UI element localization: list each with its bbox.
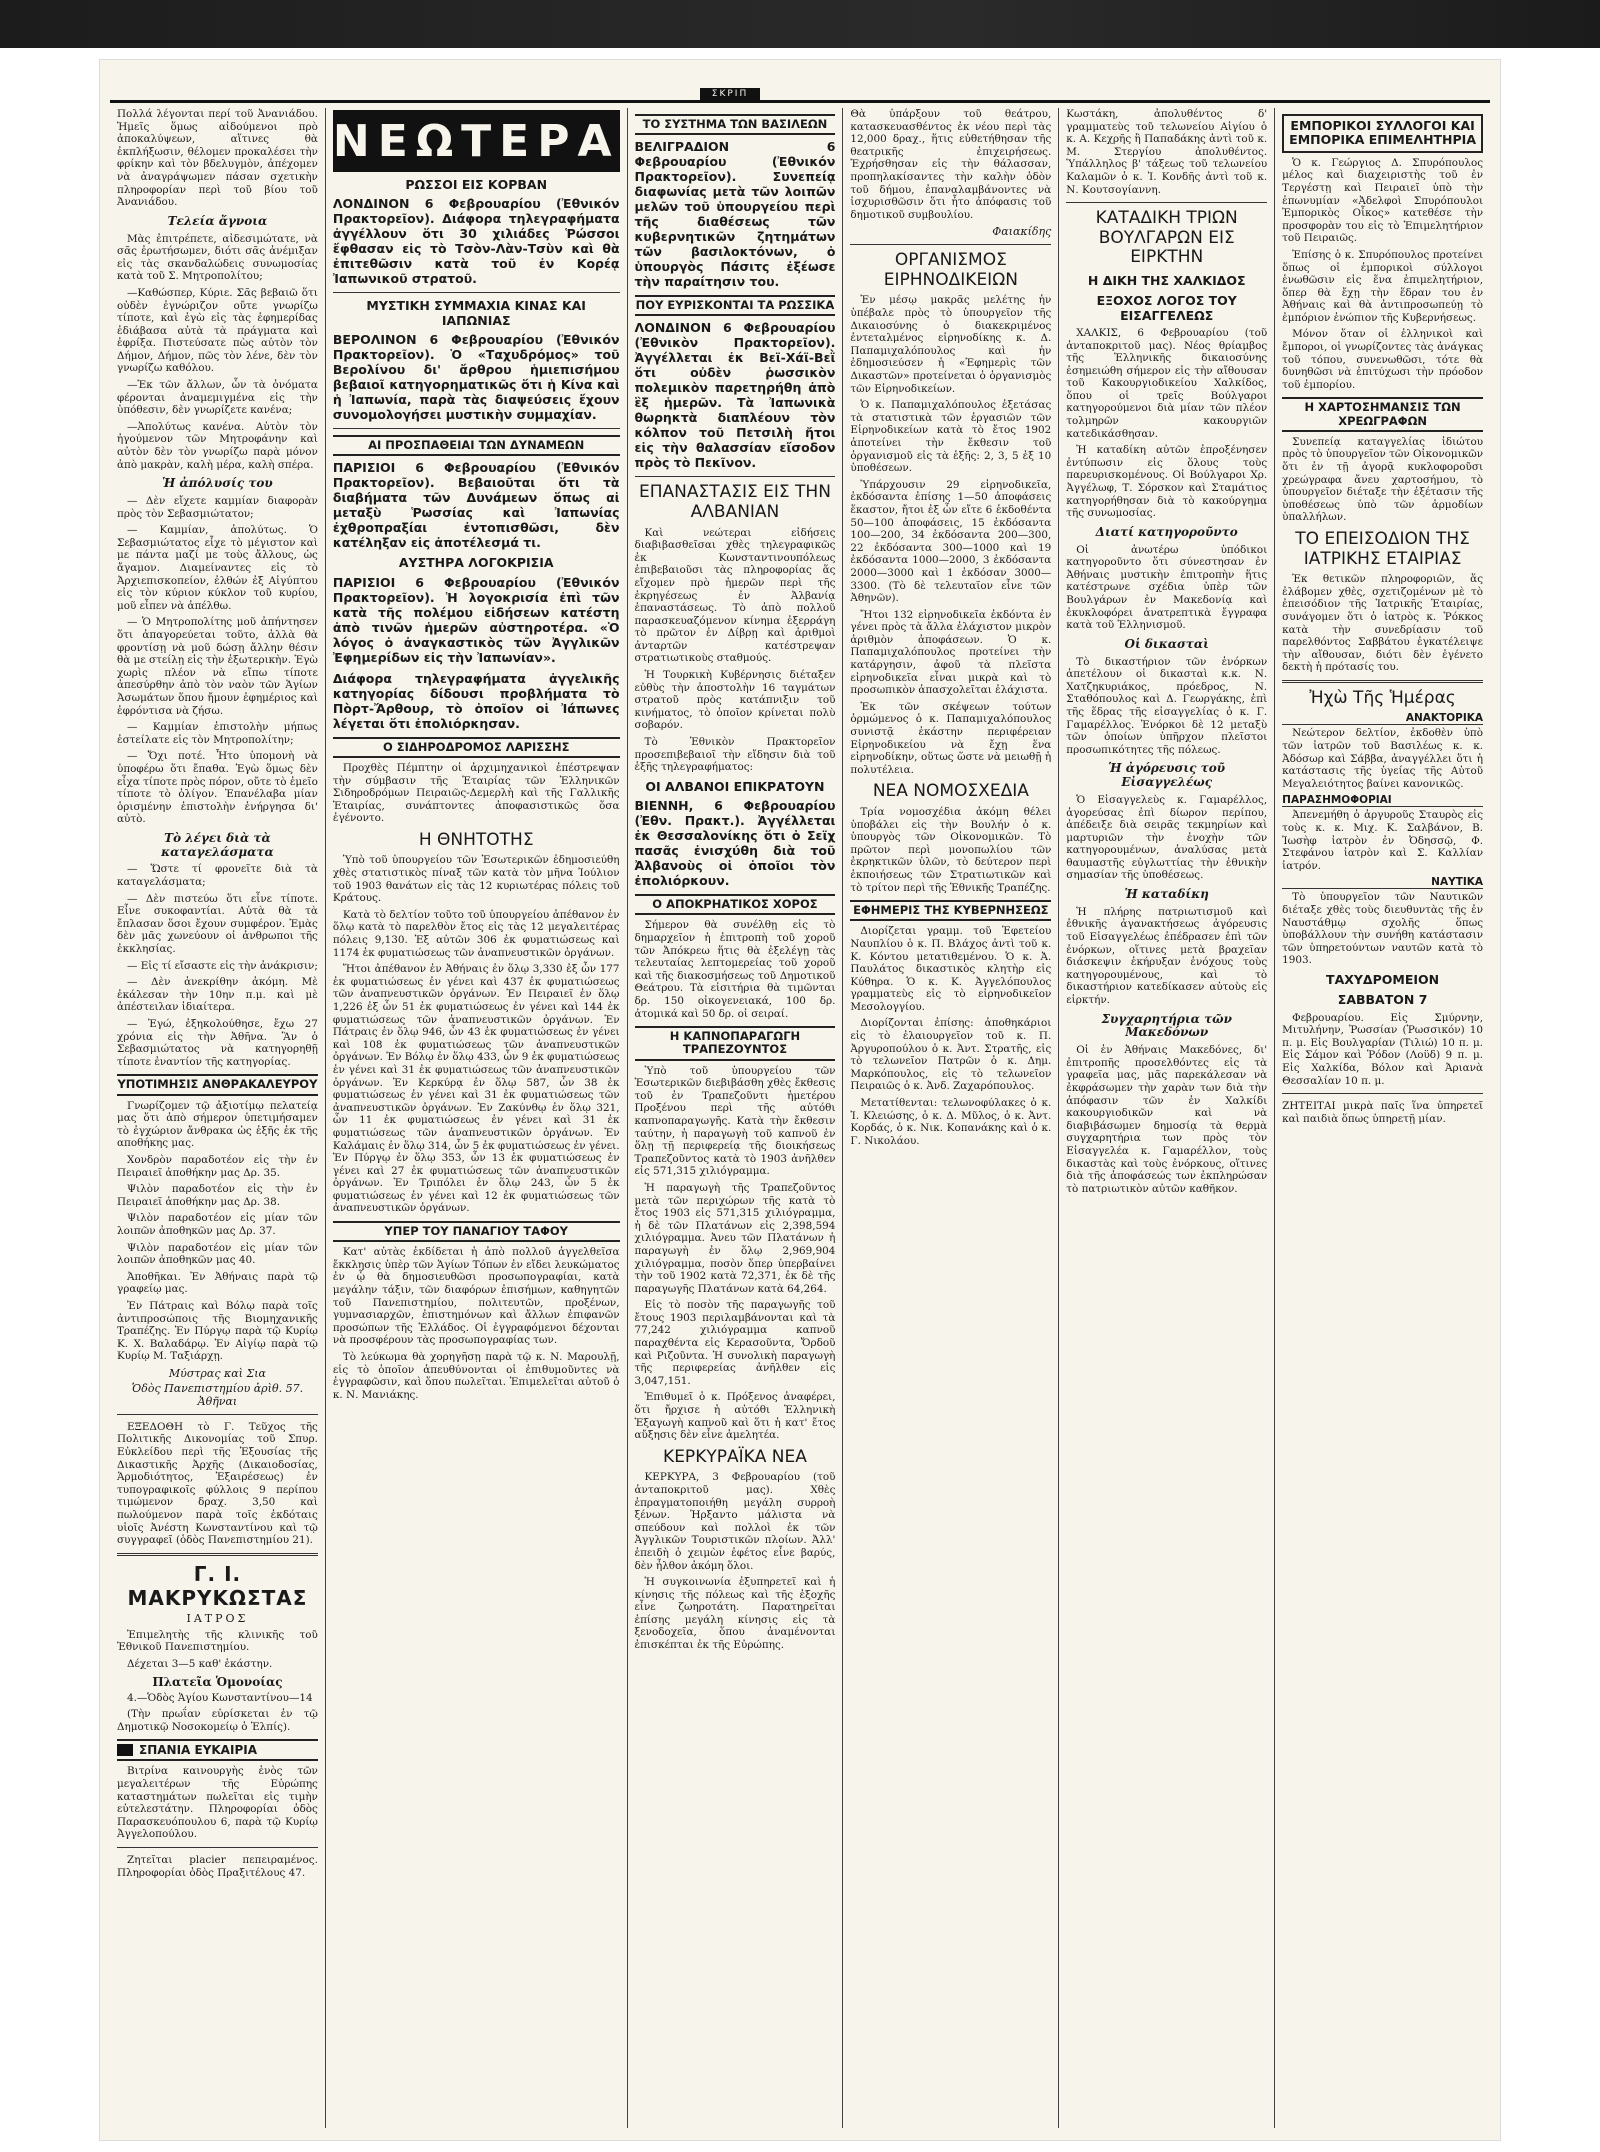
article-headline: ΑΙ ΠΡΟΣΠΑΘΕΙΑΙ ΤΩΝ ΔΥΝΑΜΕΩΝ — [333, 435, 620, 456]
article-headline: ΡΩΣΣΟΙ ΕΙΣ ΚΟΡΒΑΝ — [405, 177, 548, 192]
article-text: Διορίζεται γραμμ. τοῦ Ἐφετείου Ναυπλίου ὁ κ. Π. Βλάχος ἀντὶ τοῦ κ. Κ. Κόντου μετατιθεμένου. Ὁ κ. Ἀ. Παυλάτος δικαστικὸς κλητὴρ εἰς Κύθηρα. Ὁ κ. Κ. Ἀγγελόπουλος γραμματεὺς εἰς τὸ εἰρηνοδικεῖον Μεσολογγίου. — [850, 925, 1052, 1013]
advert-line: Ἐπιμελητὴς τῆς κλινικῆς τοῦ Ἐθνικοῦ Πανεπιστημίου. — [117, 1628, 318, 1654]
article-text: Ἀποθῆκαι. Ἐν Ἀθήναις παρὰ τῷ γραφείῳ μας. — [117, 1270, 318, 1296]
article-text: —Ἐκ τῶν ἄλλων, ὧν τὰ ὀνόματα φέρονται ἀναμεμιγμένα εἰς τὴν ὑπόθεσιν, δὲν γνωρίζετε κανένα; — [117, 379, 318, 417]
hand-pointer-icon — [117, 1744, 133, 1756]
section-banner: ΝΕΩΤΕΡΑ — [333, 110, 620, 172]
article-text: Ἤτοι ἀπέθανον ἐν Ἀθήναις ἐν ὅλῳ 3,330 ἐξ ὧν 177 ἐκ φυματιώσεως ἐν γένει καὶ 437 ἐκ φυματιώσεως τῶν ἀναπνευστικῶν ὀργάνων. Ἐν Πειραιεῖ ἐν ὅλῳ 1,226 ἐξ ὧν 51 ἐκ φυματιώσεως ἐν γένει καὶ 144 ἐκ φυματιώσεως τῶν ἀναπνευστικῶν ὀργάνων. Ἐν Πάτραις ἐν ὅλῳ 946, ὧν 43 ἐκ φυματιώσεως ἐν γένει καὶ 108 ἐκ φυματιώσεως τῶν ἀναπνευστικῶν ὀργάνων. Ἐν Βόλῳ ἐν ὅλῳ 433, ὧν 9 ἐκ φυματιώσεως ἐν γένει καὶ 31 ἐκ φυματιώσεως τῶν ἀναπνευστικῶν ὀργάνων. Ἐν Κερκύρᾳ ἐν ὅλῳ 587, ὧν 38 ἐκ φυματιώσεως ἐν γένει καὶ 31 ἐκ φυματιώσεως τῶν ἀναπνευστικῶν ὀργάνων. Ἐν Ζακύνθῳ ἐν ὅλῳ 321, ὧν 11 ἐκ φυματιώσεως ἐν γένει καὶ 31 ἐκ φυματιώσεως τῶν ἀναπνευστικῶν ὀργάνων. Ἐν Καλάμαις ἐν ὅλῳ 314, ὧν 5 ἐκ φυματιώσεως ἐν γένει. Ἐν Πύργῳ ἐν ὅλῳ 353, ὧν 13 ἐκ φυματιώσεως ἐν γένει καὶ 27 ἐκ φυματιώσεως τῶν ἀναπνευστικῶν ὀργάνων. Ἐν Τριπόλει ἐν ὅλῳ 243, ὧν 5 ἐκ φυματιώσεως ἐν γένει καὶ 12 ἐκ φυματιώσεως τῶν ἀναπνευστικῶν ὀργάνων. — [332, 963, 620, 1215]
advert-text: Βιτρίνα καινουργὴς ἑνὸς τῶν μεγαλειτέρων τῆς Εὐρώπης καταστημάτων πωλεῖται εἰς τιμὴν εὐτελεστάτην. Πληροφορίαι ὁδὸς Παρασκευόπουλου 6, παρὰ τῷ Κυρίῳ Ἀγγελοπούλου. — [117, 1765, 318, 1841]
article-text: Διορίζονται ἐπίσης: ἀποθηκάριοι εἰς τὸ ἐλαιουργεῖον τοῦ κ. Π. Ἀργυροπούλου ὁ κ. Ἀντ. Στρατῆς, εἰς τὸ τελωνεῖον Πατρῶν ὁ κ. Δημ. Μαρκόπουλος, εἰς τὸ τελωνεῖον Πειραιῶς ὁ κ. Ἀνδ. Ζαχαρόπουλος. — [850, 1017, 1052, 1093]
article-text: Τὸ Ἐθνικὸν Πρακτορεῖον προσεπιβεβαιοῖ τὴν εἴδησιν διὰ τοῦ ἑξῆς τηλεγραφήματος: — [634, 736, 836, 774]
article-text: Ἐν Πάτραις καὶ Βόλῳ παρὰ τοῖς ἀντιπροσώποις τῆς Βιομηχανικῆς Τραπέζης. Ἐν Πύργῳ παρὰ τῷ Κυρίῳ Κ. Χ. Βαλαδάρῳ. Ἐν Αἰγίῳ παρὰ τῷ Κυρίῳ Μ. Ταξιάρχῃ. — [117, 1299, 318, 1363]
telegram-text: ΒΙΕΝΝΗ, 6 Φεβρουαρίου (Ἐθν. Πρακτ.). Ἀγγέλλεται ἐκ Θεσσαλονίκης ὅτι ὁ Σεϊχ πασᾶς ἐνισχύθη διὰ τοῦ Ἀλβανοὺς οἱ ὁποῖοι τὸν ἐπολιόρκουν. — [634, 798, 836, 889]
article-text: Οἱ ἀνωτέρω ὑπόδικοι κατηγοροῦντο ὅτι σύνεστησαν ἐν Ἀθήναις μυστικὴν ἐπιτροπὴν ἥτις κατέστρωνε σχέδια ὑπὲρ τῶν Βουλγάρων ἐν Μακεδονίᾳ καὶ ἐκυκλοφόρει ἀνατρεπτικὰ ἔγγραφα κατὰ τοῦ Ἑλληνισμοῦ. — [1066, 543, 1268, 632]
article-text: Θὰ ὑπάρξουν τοῦ θεάτρου, κατασκευασθέντος ἐκ νέου περὶ τὰς 12,000 δραχ., ἥτις εὐθετήθησαν τῆς θεατρικῆς ἐπιχειρήσεως. Ἐχρήσθησαν εἰς τὴν θάλασσαν, προπηλακίσαντες τὴν καλὴν ὁδὸν τοῦ δήμου, ἐπαναλαμβάνοντες νὰ ἰσχυρισθῶσιν ὅτι ἦτο ἀπόφασις τοῦ δημοτικοῦ συμβουλίου. — [850, 108, 1052, 221]
article-text: Ὑπὸ τοῦ ὑπουργείου τῶν Ἐσωτερικῶν διεβιβάσθη χθὲς ἔκθεσις τοῦ ἐν Τραπεζοῦντι ἡμετέρου Προξένου περὶ τῆς αὐτόθι καπνοπαραγωγῆς. Κατὰ τὴν ἔκθεσιν ταύτην, ἡ παραγωγὴ τοῦ καπνοῦ ἐν ὅλῃ τῇ περιφερείᾳ τῆς διοικήσεως Τραπεζοῦντος κατὰ τὸ 1903 ἀνῆλθεν εἰς 571,315 χιλιόγραμμα. — [634, 1064, 836, 1178]
rubric-label: ΠΑΡΑΣΗΜΟΦΟΡΙΑΙ — [1282, 794, 1483, 807]
advert-line: Δέχεται 3—5 καθ' ἑκάστην. — [127, 1658, 273, 1670]
article-text: Ἐπιθυμεῖ ὁ κ. Πρόξενος ἀναφέρει, ὅτι ἤρχισε ἡ αὐτόθι Ἑλληνικὴ Ἐξαγωγὴ καπνοῦ καὶ ὅτι ἡ κατ' ἔτος αὔξησις δὲν εἶνε ἀμελητέα. — [634, 1391, 836, 1442]
telegram-text: ΠΑΡΙΣΙΟΙ 6 Φεβρουαρίου (Ἐθνικόν Πρακτορεῖον). Ἡ λογοκρισία ἐπὶ τῶν κατὰ τῆς πολέμου εἰδήσεων κατέστη ἀπὸ τινῶν ἡμερῶν αὐστηροτέρα. «Ὁ λόγος ὁ ἀναγκαστικὸς τῶν Ἀγγλικῶν Ἐφημερίδων εἰς τὴν Ἰαπωνίαν». — [332, 574, 620, 665]
article-text: Τὸ ὑπουργεῖον τῶν Ναυτικῶν διέταξε χθὲς τοὺς διευθυντὰς τῆς ἐν Ναυστάθμῳ σχολῆς ὅπως ὑποβάλλουν τὴν συνήθη κατάστασιν τῶν ὑπηρετούντων ναυτῶν κατὰ τὸ 1903. — [1282, 891, 1484, 967]
article-text: — Δὲν εἴχετε καμμίαν διαφορὰν πρὸς τὸν Σεβασμιώτατον; — [117, 495, 318, 520]
article-text: Ἐκ τῶν σκέψεων τούτων ὁρμώμενος ὁ κ. Παπαμιχαλόπουλος συνιστᾷ ἐκάστην περιφέρειαν Εἰρηνοδικείου νὰ ἔχῃ ἕνα εἰρηνοδίκην, οὕτως ὥστε νὰ μειωθῇ ἡ πολυτέλεια. — [850, 700, 1052, 776]
article-text: Κατὰ τὸ δελτίον τοῦτο τοῦ ὑπουργείου ἀπέθανον ἐν ὅλῳ κατὰ τὸ παρελθὸν ἔτος εἰς τὰς 12 μεγαλειτέρας πόλεις 9,130. Ἐξ αὐτῶν 306 ἐκ φυματιώσεως καὶ 1174 ἐκ φυματιώσεως τῶν ἀναπνευστικῶν ὀργάνων. — [332, 908, 620, 959]
telegram-text: ΒΕΛΙΓΡΑΔΙΟΝ 6 Φεβρουαρίου (Ἐθνικόν Πρακτορεῖον). Συνεπείᾳ διαφωνίας μετὰ τῶν λοιπῶν μελῶν τοῦ ὑπουργείου περὶ τῆς διαθέσεως τῶν κυβερνητικῶν ζητημάτων τῶν βασιλοκτόνων, ὁ ὑπουργὸς Πάσιτς ἐξέωσε τὴν παραίτησιν του. — [634, 139, 836, 290]
article-text: — Καμμίαν ἐπιστολὴν μήπως ἐστείλατε εἰς τὸν Μητροπολίτην; — [117, 721, 318, 746]
rubric-label: ΑΝΑΚΤΟΡΙΚΑ — [1282, 712, 1483, 725]
masthead-rule — [110, 100, 1490, 103]
article-text: Συνεπείᾳ καταγγελίας ἰδιώτου πρὸς τὸ ὑπουργεῖον τῶν Οἰκονομικῶν ὅτι ἐν τῇ ἀγορᾷ κυκλοφοροῦσι χρεώγραφα ἄνευ χαρτοσήμου, τὸ ὑπουργεῖον διέταξε τὴν ἐξέτασιν τῆς ὑποθέσεως ὑπὸ τῶν ἁρμοδίων ὑπαλλήλων. — [1282, 435, 1484, 524]
advert-line: (Τὴν πρωΐαν εὑρίσκεται ἐν τῷ Δημοτικῷ Νοσοκομείῳ ὁ Ἐλπίς). — [117, 1708, 318, 1733]
article-text: — Ὁ Μητροπολίτης μοῦ ἀπήντησεν ὅτι ἀπαγορεύεται τοῦτο, ἀλλὰ θὰ φροντίσῃ νὰ μοῦ δώσῃ ἄλλην θέσιν θὰ με στείλῃ εἰς τὴν ἐξωτερικὴν. Ἐγὼ χωρὶς πλέον νὰ εἴπω τίποτε ἀπεσύρθην ἀπὸ τὸν ναὸν τῶν Ἁγίων Ἀσωμάτων ὅπου ἤμουν ἐφημέριος καὶ ἐφρόντισα νὰ ζήσω. — [117, 616, 318, 717]
article-text: Ὁ κ. Γεώργιος Δ. Σπυρόπουλος μέλος καὶ διαχειριστὴς τοῦ ἐν Τεργέστῃ καὶ Πειραιεῖ ὑπὸ τὴν ἐπωνυμίαν «Ἀδελφοὶ Σπυρόπουλοι Ἐμπορικὸς Οἶκος» κατεθέσε τὴν προσφορὰν του εἰς τὸ Ἐπιμελητήριον τοῦ Πειραιῶς. — [1282, 156, 1484, 245]
article-text: Ψιλὸν παραδοτέον εἰς μίαν τῶν λοιπῶν ἀποθηκῶν μας 40. — [117, 1241, 318, 1267]
article-text: Ἡ πλήρης πατριωτισμοῦ καὶ ἐθνικῆς ἀγανακτήσεως ἀγόρευσις τοῦ Εἰσαγγελέως ἐπέδρασεν ἐπὶ τῶν ἐνόρκων, οἵτινες μετὰ βραχεῖαν διάσκεψιν ἐκήρυξαν ἐνόχους τοὺς κατηγορουμένους, καὶ τὸ δικαστήριον κατεδίκασεν αὐτοὺς εἰς εἱρκτήν. — [1066, 905, 1268, 1007]
article-headline: ΤΟ ΕΠΕΙΣΟΔΙΟΝ ΤΗΣ ΙΑΤΡΙΚΗΣ ΕΤΑΙΡΙΑΣ — [1295, 529, 1470, 569]
article-headline: ΚΑΤΑΔΙΚΗ ΤΡΙΩΝ ΒΟΥΛΓΑΡΩΝ ΕΙΣ ΕΙΡΚΤΗΝ — [1095, 208, 1238, 268]
subheading: Ἡ καταδίκη — [1124, 887, 1209, 902]
advert-heading-text: ΣΠΑΝΙΑ ΕΥΚΑΙΡΙΑ — [139, 1743, 257, 1758]
article-text: Ἡ Τουρκικὴ Κυβέρνησις διέταξεν εὐθὺς τὴν ἀποστολὴν 16 ταγμάτων στρατοῦ πρὸς κατάπνιξιν τοῦ κινήματος, τὸ ὁποῖον κρίνεται πολὺ σοβαρόν. — [634, 669, 836, 732]
article-text: Ὑπάρχουσιν 29 εἰρηνοδικεῖα, ἐκδόσαντα ἐπίσης 1—50 ἀποφάσεις ἕκαστον, ἤτοι ἐξ ὧν εἴτε 6 ἐκδοθέντα 50—100 ἀποφάσεις, 15 ἐκδόσαντα 100—200, 34 ἐκδόσαντα 200—300, 22 ἐκδόσαντα 300—1000 καὶ 19 ἐκδόσαντα 1000—2000, 3 ἐκδόσαντα 2000—3000 καὶ 1 ἐκδόσαν 3000—3300. (Τὸ δὲ τελευταῖον εἶνε τῶν Ἀθηνῶν). — [850, 478, 1052, 605]
article-headline: ΥΠΕΡ ΤΟΥ ΠΑΝΑΓΙΟΥ ΤΑΦΟΥ — [333, 1221, 620, 1242]
article-text: Ψιλὸν παραδοτέον εἰς τὴν ἐν Πειραιεῖ ἀποθήκην μας Δρ. 38. — [117, 1183, 318, 1208]
article-headline: ΕΦΗΜΕΡΙΣ ΤΗΣ ΚΥΒΕΡΝΗΣΕΩΣ — [850, 900, 1051, 921]
article-text: — Δὲν ἀνεκρίθην ἀκόμη. Μὲ ἐκάλεσαν τὴν 10ην π.μ. καὶ μὲ ἀπέστειλαν ἰδιαίτερα. — [117, 976, 318, 1014]
article-headline: ΜΥΣΤΙΚΗ ΣΥΜΜΑΧΙΑ ΚΙΝΑΣ ΚΑΙ ΙΑΠΩΝΙΑΣ — [366, 298, 586, 328]
column-3 — [628, 108, 844, 2128]
article-text: Ἡ καταδίκη αὐτῶν ἐπροξένησεν ἐντύπωσιν εἰς ὅλους τοὺς παρευρισκομένους. Οἱ Βούλγαροι Χρ. Ἀγγέλωφ, Τ. Σόρσκον καὶ Σταμάτιος κατηγορήθησαν διὰ τὸ κακούργημα τῆς συνωμοσίας. — [1066, 444, 1268, 520]
subheading: Τελεία ἄγνοια — [167, 213, 268, 228]
article-text: — Ὄχι ποτέ. Ἦτο ὑπομονὴ νὰ ὑποφέρω ὅτι ἔπαθα. Ἐγὼ ὅμως δὲν εἶχα τίποτε πρὸς πόρον, οὔτε τὸ ἐμεῖο τίποτε τὸ ὀλίγον. Ἐπανέλαβα μίαν ὁρισμένην ἐπιστολὴν ἐνήργησα δι' αὐτὸ. — [117, 750, 318, 826]
advert-place: Πλατεῖα Ὁμονοίας — [152, 1674, 283, 1689]
columns — [110, 108, 1490, 2128]
article-headline: Η ΧΑΡΤΟΣΗΜΑΝΣΙΣ ΤΩΝ ΧΡΕΩΓΡΑΦΩΝ — [1282, 397, 1483, 431]
article-text: Ὁ Εἰσαγγελεὺς κ. Γαμαρέλλος, ἀγορεύσας ἐπὶ δίωρον περίπου, ἀπέδειξε διὰ σειρᾶς τεκμηρίων καὶ μαρτυριῶν τὴν ἐνοχὴν τῶν κατηγορουμένων, ἀναλύσας μετὰ θαυμαστῆς εὐγλωττίας τὴν ἐθνικὴν σημασίαν τῆς ὑποθέσεως. — [1066, 793, 1268, 882]
article-headline: ΟΙ ΑΛΒΑΝΟΙ ΕΠΙΚΡΑΤΟΥΝ — [645, 778, 825, 794]
subheading: Τὸ λέγει διὰ τὰ καταγελάσματα — [161, 830, 274, 859]
article-text: —Καθώσπερ, Κύριε. Σᾶς βεβαιῶ ὅτι οὐδὲν ἐγνώριζον οὔτε γνωρίζω τίποτε, καὶ ἐγὼ εἰς τὰς ἐφημερίδας ἐδιάβασα αὐτὰ τὰ πράγματα καὶ ἐφρίξα. Πιστεύσατε πὼς αὐτὸν τὸν Δήμον, Δήμον, πῶς τὸν λένε, δὲν τὸν γνωρίζω καθόλου. — [117, 286, 318, 375]
masthead-logo: ΣΚΡΙΠ — [700, 88, 760, 100]
divider — [1282, 680, 1483, 683]
telegram-text: ΒΕΡΟΛΙΝΟΝ 6 Φεβρουαρίου (Ἐθνικόν Πρακτορεῖον). Ὁ «Ταχυδρόμος» τοῦ Βερολίνου δι' ἄρθρου ἡμιεπισήμου βεβαιοῖ κατηγορηματικῶς ὅτι ἡ Κίνα καὶ ἡ Ἰαπωνία, παρὰ τὰς διαψεύσεις ἔχουν συνομολογήσει μυστικὴν συμμαχίαν. — [332, 332, 620, 423]
column-2 — [326, 108, 628, 2128]
divider — [117, 1847, 318, 1848]
article-text: Ὁ κ. Παπαμιχαλόπουλος ἐξετάσας τὰ στατιστικὰ τῶν ἐργασιῶν τῶν Εἰρηνοδικείων κατὰ τὸ ἔτος 1902 ἀποτείνει τὴν ἔκθεσιν τοῦ ὀργανισμοῦ εἰς τὰ ἑξῆς: 2, 3, 5 ἐξ 10 ὑποθέσεων. — [850, 399, 1052, 475]
article-text: Νεώτερον δελτίον, ἐκδοθὲν ὑπὸ τῶν ἰατρῶν τοῦ Βασιλέως κ. κ. Ἀδόσωρ καὶ Σάββα, ἀναγγέλλει ὅτι ἡ κατάστασις τῆς ὑγείας τῆς Αὐτοῦ Μεγαλειότητος βαίνει κανονικῶς. — [1282, 727, 1484, 790]
article-text: Τὸ δικαστήριον τῶν ἐνόρκων ἀπετέλουν οἱ δικασταὶ κ.κ. Ν. Χατζηκυριάκος, πρόεδρος, Ν. Σταθόπουλος καὶ Δ. Γεωργάκης, ἐπὶ τῆς ἕδρας τῆς εἰσαγγελίας ὁ κ. Γ. Γαμαρέλλος. Ἐνόρκοι δὲ 12 μεταξὺ τῶν ὁποίων ὑπῆρχον πλεῖστοι προσωπικότητες τῆς πόλεως. — [1066, 655, 1268, 756]
article-text: ΚΕΡΚΥΡΑ, 3 Φεβρουαρίου (τοῦ ἀνταποκριτοῦ μας). Χθὲς ἐπραγματοποιήθη μεγάλη συρροὴ ξένων. Ἠρξαντο μάλιστα νὰ σπεύδουν καὶ πολλοὶ ἐκ τῶν Ἀγγλικῶν Τουριστικῶν πλοίων. Ἀλλ' ἐπειδὴ ὁ χειμὼν ἐφέτος εἶνε βαρύς, δὲν ἦλθον ἀκόμη ὅλοι. — [634, 1471, 836, 1572]
column-5 — [1059, 108, 1275, 2128]
article-text: Μὰς ἐπιτρέπετε, αἰδεσιμώτατε, νὰ σᾶς ἐρωτήσωμεν, διότι σᾶς ἀνέμιξαν εἰς τὰς σκανδαλώδεις συνωμοσίας κατὰ τοῦ Σ. Μητροπολίτου; — [117, 232, 318, 283]
address: Ὁδὸς Πανεπιστημίου ἀρὶθ. 57. Ἀθῆναι — [131, 1381, 304, 1408]
telegram-text: ΛΟΝΔΙΝΟΝ 6 Φεβρουαρίου (Ἐθνικόν Πρακτορεῖον). Διάφορα τηλεγραφήματα ἀγγέλλουν ὅτι 30 χιλιάδες Ῥώσσοι ἔφθασαν εἰς τὸ Τσὸν-Λὰν-Τσὺν καὶ θὰ ἐπιτεθῶσιν κατὰ τοῦ ἐν Κορέᾳ Ἰαπωνικοῦ στρατοῦ. — [332, 196, 620, 287]
article-subheadline: ΕΞΟΧΟΣ ΛΟΓΟΣ ΤΟΥ ΕΙΣΑΓΓΕΛΕΩΣ — [1096, 293, 1237, 323]
article-headline: ΟΡΓΑΝΙΣΜΟΣ ΕΙΡΗΝΟΔΙΚΕΙΩΝ — [883, 250, 1018, 290]
article-text: Καὶ νεώτεραι εἰδήσεις διαβιβασθεῖσαι χθὲς τηλεγραφικῶς ἐκ Κωνσταντινουπόλεως ἐπιβεβαιοῦσι τὰς πληροφορίας ἅς εἴχομεν πρὸ ἡμερῶν περὶ τῆς ἐκρηγέσεως ἐν Ἀλβανίᾳ ἐπαναστάσεως. Τὸ ἀπὸ πολλοῦ παρασκευαζόμενον κίνημα ἐξερράγη τὸ πρῶτον ἐν Δίβρῃ καὶ ἀριθμοὶ ἀνταρτῶν κατέστρεψαν στρατιωτικοὺς σταθμούς. — [634, 526, 836, 665]
article-text: Τρία νομοσχέδια ἀκόμη θέλει ὑποβάλει εἰς τὴν Βουλήν ὁ κ. ὑπουργὸς τῶν Οἰκονομικῶν. Τὸ πρῶτον περὶ μονοπωλίου τῶν ἐκρηκτικῶν ὑλῶν, τὸ δεύτερον περὶ ἐκποιήσεως τῶν Στρατιωτικῶν καὶ τὸ τρίτον περὶ τῆς Ἑθνικῆς Τραπέζης. — [850, 805, 1052, 894]
article-text: — Ὥστε τί φρονεῖτε διὰ τὰ καταγελάσματα; — [117, 863, 318, 889]
article-headline: ΑΥΣΤΗΡΑ ΛΟΓΟΚΡΙΣΙΑ — [398, 555, 554, 571]
newspaper-page — [100, 60, 1500, 2140]
subheading: Ἡ ἀγόρευσις τοῦ Εἰσαγγελέως — [1108, 761, 1226, 790]
signature: Φαιακίδης — [992, 225, 1052, 239]
advert-line: 4.—Ὁδὸς Ἁγίου Κωνσταντίνου—14 — [127, 1691, 313, 1704]
article-subheadline: Η ΔΙΚΗ ΤΗΣ ΧΑΛΚΙΔΟΣ — [1087, 272, 1246, 288]
rubric-label: ΝΑΥΤΙΚΑ — [1282, 876, 1483, 889]
divider — [635, 476, 836, 477]
signature: Μύστρας καὶ Σια — [168, 1366, 266, 1380]
article-text: Τὸ λεύκωμα θὰ χορηγῆσῃ παρὰ τῷ κ. Ν. Μαρουλῇ, εἰς τὸ ὁποῖον ἀπευθύνονται οἱ ἐπιθυμοῦντες νὰ ἐγγραφῶσιν, καὶ ὅπου πωλεῖται. Ἐπιμελεῖται αὐτοῦ ὁ κ. Ν. Μανιάκης. — [332, 1351, 620, 1401]
advert-role: ΙΑΤΡΟΣ — [186, 1611, 249, 1625]
date-label: ΣΑΒΒΑΤΟΝ 7 — [1337, 992, 1428, 1008]
article-headline: ΠΟΥ ΕΥΡΙΣΚΟΝΤΑΙ ΤΑ ΡΩΣΣΙΚΑ — [635, 295, 836, 316]
divider — [333, 292, 620, 293]
article-headline: ΝΕΑ ΝΟΜΟΣΧΕΔΙΑ — [872, 781, 1029, 802]
advert-name: Γ. Ι. ΜΑΚΡΥΚΩΣΤΑΣ — [127, 1561, 308, 1610]
rubric-label: ΤΑΧΥΔΡΟΜΕΙΟΝ — [1326, 971, 1440, 987]
divider — [117, 1553, 318, 1556]
article-text: Γνωρίζομεν τῷ ἀξιοτίμῳ πελατείᾳ μας ὅτι ἀπὸ σήμερον ὑπετιμήσαμεν τὸ ἐγχώριον ἄνθρακα ὡς ἑξῆς ἐκ τῆς αποθήκης μας. — [117, 1099, 318, 1150]
article-text: Φεβρουαρίου. Εἰς Σμύρνην, Μιτυλήνην, Ῥωσσίαν (Ῥωσσικόν) 10 π. μ. Εἰς Βουλγαρίαν (Τιλιώ) 10 π. μ. Εἰς Σάμον καὶ Ῥόδον (Λοϋδ) 9 π. μ. Εἰς Χαλκίδα, Βόλον καὶ Ἀριανὰ Θεσσαλίαν 10 π. μ. — [1282, 1011, 1484, 1087]
article-text: Μετατίθενται: τελωνοφύλακες ὁ κ. Ἰ. Κλειώσης, ὁ κ. Δ. Μῦλος, ὁ κ. Ἀντ. Κορδάς, ὁ κ. Νικ. Κοπανάκης καὶ ὁ κ. Γ. Νικολάου. — [850, 1097, 1052, 1147]
article-text: —Ἀπολύτως κανένα. Αὐτὸν τὸν ἠγούμενον τῶν Μητροφάνην καὶ αὐτὸν δὲν τὸν γνωρίζω παρὰ μόνον ἀπὸ μακρὰν, καλὴ μέρα, καλὴ σπέρα. — [117, 420, 318, 471]
subheading: Συγχαρητήρια τῶν Μακεδόνων — [1101, 1011, 1232, 1040]
article-headline: ΚΕΡΚΥΡΑΪΚΑ ΝΕΑ — [663, 1446, 807, 1467]
article-headline: Ο ΑΠΟΚΡΗΑΤΙΚΟΣ ΧΟΡΟΣ — [635, 894, 836, 915]
subheading: Ἡ ἀπόλυσίς του — [162, 476, 273, 491]
advert-text: ΖΗΤΕΙΤΑΙ μικρὰ παῖς ἵνα ὑπηρετεῖ καὶ παιδιὰ ὅπως ὑπηρετῇ μίαν. — [1282, 1100, 1484, 1125]
article-headline: ΕΜΠΟΡΙΚΟΙ ΣΥΛΛΟΓΟΙ ΚΑΙ ΕΜΠΟΡΙΚΑ ΕΠΙΜΕΛΗΤΗΡΙΑ — [1282, 114, 1483, 153]
subheading: Διατί κατηγοροῦντο — [1095, 524, 1238, 539]
divider — [850, 244, 1051, 245]
divider — [1066, 202, 1267, 203]
article-text: Ὑπὸ τοῦ ὑπουργείου τῶν Ἐσωτερικῶν ἐδημοσιεύθη χθὲς στατιστικὸς πίναξ τῶν κατὰ τὸν μῆνα Ἰούλιον τοῦ 1903 θανάτων εἰς τὰς 12 κυριωτέρας πόλεις τοῦ Κράτους. — [332, 854, 620, 905]
article-text: — Ἐγώ, ἐξηκολούθησε, ἔχω 27 χρόνια εἰς τὴν Ἀθῆνα. Ἂν ὁ Σεβασμιώτατος νὰ κατηγορηθῇ τίποτε ἐναντίον τῆς κατηγορίας. — [117, 1018, 318, 1068]
article-headline: Η ΚΑΠΝΟΠΑΡΑΓΩΓΗ ΤΡΑΠΕΖΟΥΝΤΟΣ — [635, 1026, 836, 1060]
article-text: Σήμερον θὰ συνέλθῃ εἰς τὸ δημαρχεῖον ἡ ἐπιτροπὴ τοῦ χοροῦ τῶν Ἀπόκρεω ἥτις θὰ ἐξελέγῃ τὰς τελευταίας λεπτομερείας τοῦ χοροῦ καὶ τῆς διακοσμήσεως τοῦ Δημοτικοῦ Θεάτρου. Τὰ εἰσιτήρια θὰ τιμῶνται δρ. 150 οἰκογενειακά, 100 δρ. ἀτομικά καὶ 50 δρ. οἱ σειραί. — [634, 919, 836, 1020]
article-text: Χονδρὸν παραδοτέον εἰς τὴν ἐν Πειραιεῖ ἀποθήκην μας Δρ. 35. — [117, 1153, 318, 1179]
article-text: — Δὲν πιστεύω ὅτι εἶνε τίποτε. Εἶνε συκοφαντίαι. Αὐτὰ θὰ τὰ ἔπλασαν ὅσοι ἔχουν συμφέρον. Ἐμὰς δὲν μᾶς χωνεύουν οἱ ἀνθρωποι τῆς ἐκκλησίας. — [117, 892, 318, 956]
article-text: Ἀπενεμήθη ὁ ἀργυροῦς Σταυρὸς εἰς τοὺς κ. κ. Μιχ. Κ. Σαλβάνον, Β. Ἰωσὴφ ἰατρὸν ἐν Ὀδησσῷ, Φ. Στεφάνου ἰατρὸν καὶ Σ. Καλλίαν ἰατρόν. — [1282, 809, 1484, 872]
article-text: Εἰς τὸ ποσὸν τῆς παραγωγῆς τοῦ ἔτους 1903 περιλαμβάνονται καὶ τὰ 77,242 χιλιόγραμμα καπνοῦ παραχθέντα εἰς Κερασοῦντα, Ὄρδοῦ καὶ Ριζοῦντα. Ἡ συνολικὴ παραγωγὴ τῆς περιφερείας ἀνῆλθεν εἰς 3,047,151. — [634, 1299, 836, 1387]
article-text: — Εἰς τί εἴσαστε εἰς τὴν ἀνάκρισιν; — [127, 959, 318, 972]
article-text: Ἡ παραγωγὴ τῆς Τραπεζοῦντος μετὰ τῶν περιχώρων τῆς κατὰ τὸ ἔτος 1903 εἰς 571,315 χιλιόγραμμα, ἡ δὲ τῶν Πλατάνων εἰς 2,398,594 χιλιόγραμμα. Ἀνευ τῶν Πλατάνων ἡ παραγωγὴ ἐν ὅλῳ 2,969,904 χιλιόγραμμα, ποσὸν ὅπερ ὑπερβαίνει τὴν τοῦ 1902 κατὰ 72,371, ἐκ δὲ τῆς παραγωγῆς Πλατάνων κατὰ 64,264. — [634, 1181, 836, 1295]
advert-text: Ζητεῖται placier πεπειραμένος. Πληροφορίαι ὁδὸς Πραξιτέλους 47. — [117, 1853, 318, 1879]
divider — [117, 1414, 318, 1415]
article-text: Ἐπίσης ὁ κ. Σπυρόπουλος προτείνει ὅπως οἱ ἐμπορικοὶ σύλλογοι ἑνωθῶσιν εἰς ἕνα ἐπιμελητήριον, ὅπερ θὰ ἔχῃ τὴν ἕδραν του ἐν Ἀθήναις καὶ θὰ ἀντιπροσωπεύῃ τὸ ἐμπόριον ἐνώπιον τῆς Κυβερνήσεως. — [1282, 248, 1484, 324]
article-text: ΧΑΛΚΙΣ, 6 Φεβρουαρίου (τοῦ ἀνταποκριτοῦ μας). Νέος θρίαμβος τῆς Ἑλληνικῆς δικαιοσύνης ἐσημειώθη σήμερον εἰς τὴν αἴθουσαν τοῦ Κακουργιοδικείου Χαλκίδος, ὅπου οἱ τρεῖς Βούλγαροι κατηγορούμενοι διὰ μίαν τῶν πλέον τολμηρῶν κακουργιῶν κατεδικάσθησαν. — [1066, 326, 1268, 440]
scan-border — [0, 0, 1600, 48]
article-text: Ἡ συγκοινωνία ἐξυπηρετεῖ καὶ ἡ κίνησις τῆς πόλεως καὶ τῆς ἐξοχῆς εἶνε ζωηροτάτη. Παρατηρεῖται ἐπίσης μεγάλη κίνησις εἰς τὰ ξενοδοχεῖα, ὅπου ἀναμένονται ἐπισκέπται ἐκ τῆς Εὐρώπης. — [634, 1576, 836, 1652]
divider — [333, 428, 620, 429]
article-headline: ΤΟ ΣΥΣΤΗΜΑ ΤΩΝ ΒΑΣΙΛΕΩΝ — [635, 114, 836, 135]
article-text: Κατ' αὐτὰς ἐκδίδεται ἡ ἀπὸ πολλοῦ ἀγγελθεῖσα ἔκκλησις ὑπὲρ τῶν Ἁγίων Τόπων ἐν εἴδει λευκώματος ἐν ᾧ θὰ δημοσιευθῶσι προσωπογραφίαι, κατὰ μεγάλην τάξιν, τῶν διαφόρων ἐπισήμων, καθηγητῶν τοῦ Πανεπιστημίου, πολιτευτῶν, προξένων, γυμνασιαρχῶν, ἐπιστημόνων καὶ ἄλλων ἐπιφανῶν προσώπων τῆς Ἑλλάδος. Οἱ ἐγγραφόμενοι δέχονται νὰ προσφέρουν τὰς προσωπογραφίας των. — [332, 1246, 620, 1347]
article-text: Πολλά λέγονται περί τοῦ Ἀνανιάδου. Ἡμεῖς ὅμως αἰδούμενοι πρὸ ἀποκαλύψεων, αἵτινες θὰ ἐκπλήξωσιν, θέλομεν προκαλέσει τὴν φρίκην καὶ τὸν βδελυγμὸν, ἀπέχομεν νὰ ἀναγράψωμεν πάσαν σχετικὴν πληροφορίαν περὶ τοῦ βίου τοῦ Ἀνανιάδου. — [117, 108, 318, 209]
column-4 — [843, 108, 1059, 2128]
advert-heading — [117, 1739, 318, 1761]
telegram-text: ΛΟΝΔΙΝΟΝ 6 Φεβρουαρίου (Ἐθνικὸν Πρακτορεῖον). Ἀγγέλλεται ἐκ Βεϊ-Χάϊ-Βεῒ ὅτι οὐδὲν ῥωσσικὸν πολεμικὸν παρετηρήθη ἀπὸ ἓξ ἡμερῶν. Τὰ Ἰαπωνικὰ θωρηκτὰ διαπλέουν τὸν κόλπον τοῦ Πετσιλὴ ἤτοι εἰς τὴν θαλασσίαν εἴσοδον πρὸς τὸ Πεκῖνον. — [634, 320, 836, 471]
article-text: Προχθὲς Πέμπτην οἱ ἀρχιμηχανικοὶ ἐπέστρεψαν τὴν σύμβασιν τῆς Ἑταιρίας τῶν Ἑλληνικῶν Σιδηροδρόμων Πειραιῶς-Δεμερλὴ καὶ τῆς Γαλλικῆς Ἑταιρίας, συνάπτοντες ἀποφασιστικῶς ὅσα ἐγένοντο. — [332, 761, 620, 825]
column-1 — [110, 108, 326, 2128]
article-text: Κωστάκη, ἀπολυθέντος δ' γραμματεὺς τοῦ τελωνείου Αἰγίου ὁ κ. Α. Κεχρῆς ἢ Παπαδάκης ἀντὶ τοῦ κ. Μ. Στεργίου ἀπολυθέντος. Ὑπάλληλος β' τάξεως τοῦ τελωνείου Καλαμῶν ὁ κ. Ἰ. Κονδῆς ἀντὶ τοῦ κ. Ν. Κουτσογίαννη. — [1066, 108, 1268, 196]
article-headline: ΕΠΑΝΑΣΤΑΣΙΣ ΕΙΣ ΤΗΝ ΑΛΒΑΝΙΑΝ — [638, 482, 831, 522]
advert-text: ΕΞΕΔΟΘΗ τὸ Γ. Τεῦχος τῆς Πολιτικῆς Δικονομίας τοῦ Σπυρ. Εὐκλείδου περὶ τῆς Ἐξουσίας τῆς Δικαστικῆς Ἀρχῆς (Δικαιοδοσίας, Ἁρμοδιότητος, Ἐξαιρέσεως) ἐν τυπογραφικοῖς φύλλοις 9 περίπου τιμώμενον δραχ. 3,50 καὶ πωλούμενον παρὰ τοῖς ἐκδόταις υἱοῖς Ἀνέστη Κωνσταντίνου καὶ τῷ συγγραφεῖ (ὁδὸς Πανεπιστημίου 21). — [117, 1420, 318, 1547]
telegram-text: Διάφορα τηλεγραφήματα ἀγγελικῆς κατηγορίας δίδουσι προβλήματα τὸ Πὸρτ-Ἄρθουρ, τὸ ὁποῖον οἱ Ἰάπωνες λέγεται ὅτι ἐπολιόρκησαν. — [332, 670, 620, 731]
article-text: Ἐν μέσῳ μακρᾶς μελέτης ἡν ὑπέβαλε πρὸς τὸ ὑπουργεῖον τῆς Δικαιοσύνης ὁ διακεκριμένος ἐντεταλμένος εἰρηνοδίκης κ. Δ. Παπαμιχαλόπουλος καὶ ἡν ἐδημοσιεύσεν ἡ «Ἐφημερὶς τῶν Δικαστῶν» προτείνεται ὁ ὀργανισμὸς τῶν Εἰρηνοδικείων. — [850, 294, 1052, 395]
article-headline: ΥΠΟΤΙΜΗΣΙΣ ΑΝΘΡΑΚΑΛΕΥΡΟΥ — [117, 1074, 318, 1095]
divider — [1282, 1093, 1483, 1094]
article-text: Ἤτοι 132 εἰρηνοδικεῖα ἐκδόντα ἐν γένει πρὸς τὰ ἄλλα ἐλάχιστον μικρὸν ἀριθμὸν ἀποφάσεων. Ὁ κ. Παπαμιχαλόπουλος προτείνει τὴν κατάργησιν, ἀφοῦ τὰ πλεῖστα εἰρηνοδικεῖα εἶναι μικρὰ καὶ τὸ προσωπικὸν ἀπασχολεῖται ἐλάχιστα. — [850, 608, 1052, 697]
subheading: Οἱ δικασταὶ — [1124, 636, 1209, 651]
article-text: Οἱ ἐν Ἀθήναις Μακεδόνες, δι' ἐπιτροπῆς προσελθόντες εἰς τὰ γραφεῖα μας, μᾶς παρεκάλεσαν νὰ ἐκφράσωμεν τὴν χαρὰν των διὰ τὴν ἀπόφασιν τῶν ἐν Χαλκίδι κακουργιοδικῶν καὶ νὰ διαβιβάσωμεν δημοσίᾳ τὰ θερμὰ συγχαρητήρια των πρὸς τὸν Εἰσαγγελέα κ. Γαμαρέλλον, τοὺς δικαστὰς καὶ τοὺς ἐνόρκους, οἵτινες διὰ τῆς ἀποφάσεώς των ἐκπληρώσαν τὸ πατριωτικὸν αὐτῶν καθῆκον. — [1066, 1044, 1268, 1195]
article-headline: Η ΘΝΗΤΟΤΗΣ — [418, 829, 534, 850]
article-text: Ψιλὸν παραδοτέον εἰς μίαν τῶν λοιπῶν ἀποθηκῶν μας Δρ. 37. — [117, 1212, 318, 1237]
section-headline: Ἠχὼ Τῆς Ἡμέρας — [1309, 687, 1456, 708]
telegram-text: ΠΑΡΙΣΙΟΙ 6 Φεβρουαρίου (Ἐθνικόν Πρακτορεῖον). Βεβαιοῦται ὅτι τὰ διαβήματα τῶν Δυνάμεων ὅπως αἱ μεταξὺ Ῥωσσίας καὶ Ἰαπωνίας ἐχθροπραξίαι ἐντοπισθῶσι, δὲν κατέληξαν εἰς ἀποτέλεσμά τι. — [332, 460, 620, 551]
article-text: — Καμμίαν, ἀπολύτως. Ὁ Σεβασμιώτατος εἶχε τὸ μέγιστον καὶ με πάντα μαζί με τοὺς ἄλλους, ὡς ἄγαμον. Διαμείναντες εἰς τὸ Ἀρχιεπισκοπείον, ἐλθών ἐξ Αἰγύπτου εἰς τὸν κύριον κύκλον τοῦ κυρίου, μοῦ εἶπεν νὰ ἀπέλθω. — [117, 524, 318, 612]
column-6 — [1275, 108, 1490, 2128]
article-text: Μόνον ὅταν οἱ ἐλληνικοὶ καὶ ἔμποροι, οἱ γνωρίζοντες τὰς ἀνάγκας τοῦ τόπου, συνενωθῶσι, τότε θὰ δυνηθῶσι νὰ ἐπιτύχωσι τὴν πρόοδον τοῦ ἐμπορίου. — [1282, 328, 1484, 391]
article-text: Ἐκ θετικῶν πληροφοριῶν, ἅς ἐλάβομεν χθὲς, σχετιζομένων μὲ τὸ ἐπεισόδιον τῆς Ἰατρικῆς Ἑταιρίας, συνάγομεν ὅτι ὁ ἰατρὸς κ. Ῥόκκος κατὰ τὴν συνεδρίασιν τοῦ παρελθόντος Σαββάτου ἐγκατέλειψε τὴν αἴθουσαν, διότι δὲν ἐγένετο δεκτὴ ἡ πρότασίς του. — [1282, 573, 1484, 674]
article-headline: Ο ΣΙΔΗΡΟΔΡΟΜΟΣ ΛΑΡΙΣΣΗΣ — [333, 737, 620, 758]
